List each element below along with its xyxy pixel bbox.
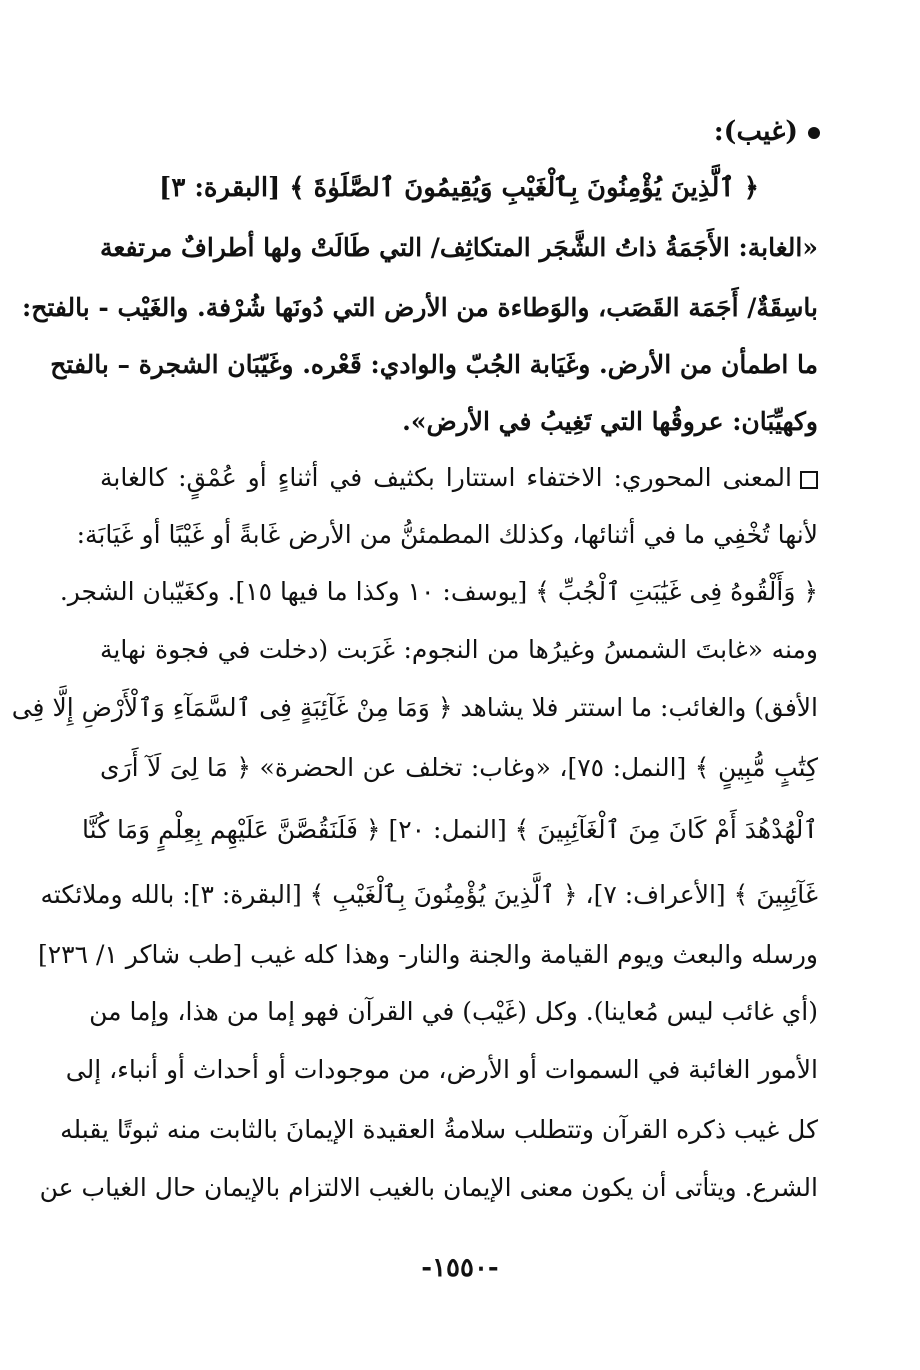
- quran-verse-line: ﴿ ٱلَّذِينَ يُؤْمِنُونَ بِٱلْغَيْبِ وَيُقِيمُونَ ٱلصَّلَوٰةَ ﴾ [البقرة: ٣]: [159, 173, 759, 203]
- core-meaning-line: ﴿ وَأَلْقُوهُ فِى غَيَٰبَتِ ٱلْجُبِّ ﴾ [يوسف: ١٠ وكذا ما فيها ١٥]. وكغَيّبان الشجر.: [59, 577, 818, 606]
- body-line: ورسله والبعث ويوم القيامة والجنة والنار- وهذا كله غيب [طب شاكر ١/ ٢٣٦]: [37, 940, 818, 969]
- body-line: ٱلْهُدْهُدَ أَمْ كَانَ مِنَ ٱلْغَآئِبِينَ ﴾ [النمل: ٢٠] ﴿ فَلَنَقُصَّنَّ عَلَيْهِم بِعِلْمٍ وَمَا كُنَّا: [82, 815, 818, 844]
- dictionary-line: ما اطمأن من الأرض. وغَيَابة الجُبّ والوادي: قَعْره. وغَيّبَان الشجرة – بالفتح: [50, 350, 818, 379]
- dictionary-line: «الغابة: الأَجَمَةُ ذاتُ الشَّجَر المتكاثِف/ التي طَالَتْ ولها أطرافٌ مرتفعة: [100, 233, 818, 262]
- body-line: كِتَٰبٍ مُّبِينٍ ﴾ [النمل: ٧٥]، «وغاب: تخلف عن الحضرة» ﴿ مَا لِىَ لَآ أَرَى: [100, 753, 818, 782]
- entry-heading-text: (غيب):: [713, 116, 798, 147]
- body-line: الشرع. ويتأتى أن يكون معنى الإيمان بالغيب الالتزام بالإيمان حال الغياب عن: [39, 1173, 818, 1202]
- bullet-icon: [808, 127, 820, 139]
- core-meaning-line: لأنها تُخْفِي ما في أثنائها، وكذلك المطمئنُّ من الأرض غَابةً أو غَيْبًا أو غَيَابَة:: [76, 520, 818, 549]
- core-meaning-line: [100, 458, 818, 498]
- body-line: ومنه «غابتَ الشمسُ وغيرُها من النجوم: غَرَبت (دخلت في فجوة نهاية: [100, 635, 818, 664]
- dictionary-line: باسِقَةٌ/ أَجَمَة القَصَب، والوَطاءة من الأرض التي دُونَها شُرْفة. والغَيْب - بالفتح:: [21, 293, 818, 322]
- body-line: الأفق) والغائب: ما استتر فلا يشاهد ﴿ وَمَا مِنْ غَآئِبَةٍ فِى ٱلسَّمَآءِ وَٱلْأَرْضِ إِلَّا فِى: [11, 693, 818, 722]
- body-line: غَآئِبِينَ ﴾ [الأعراف: ٧]، ﴿ ٱلَّذِينَ يُؤْمِنُونَ بِٱلْغَيْبِ ﴾ [البقرة: ٣]: بالله وملائكته: [40, 880, 818, 909]
- body-line: الأمور الغائبة في السموات أو الأرض، من موجودات أو أحداث أو أنباء، إلى: [65, 1055, 818, 1084]
- page-number: -١٥٥٠-: [421, 1253, 499, 1283]
- core-meaning-text: المعنى المحوري: الاختفاء استتارا بكثيف في أثناءٍ أو عُمْقٍ: كالغابة: [100, 463, 792, 492]
- dictionary-line: وكهيِّبَان: عروقُها التي تَغِيبُ في الأرض».: [402, 407, 818, 436]
- body-line: (أي غائب ليس مُعاينا). وكل (غَيْب) في القرآن فهو إما من هذا، وإما من: [89, 997, 818, 1026]
- body-line: كل غيب ذكره القرآن وتتطلب سلامةُ العقيدة الإيمانَ بالثابت منه ثبوتًا يقبله: [60, 1115, 818, 1144]
- entry-heading: [714, 112, 820, 152]
- checkbox-icon: [800, 471, 818, 489]
